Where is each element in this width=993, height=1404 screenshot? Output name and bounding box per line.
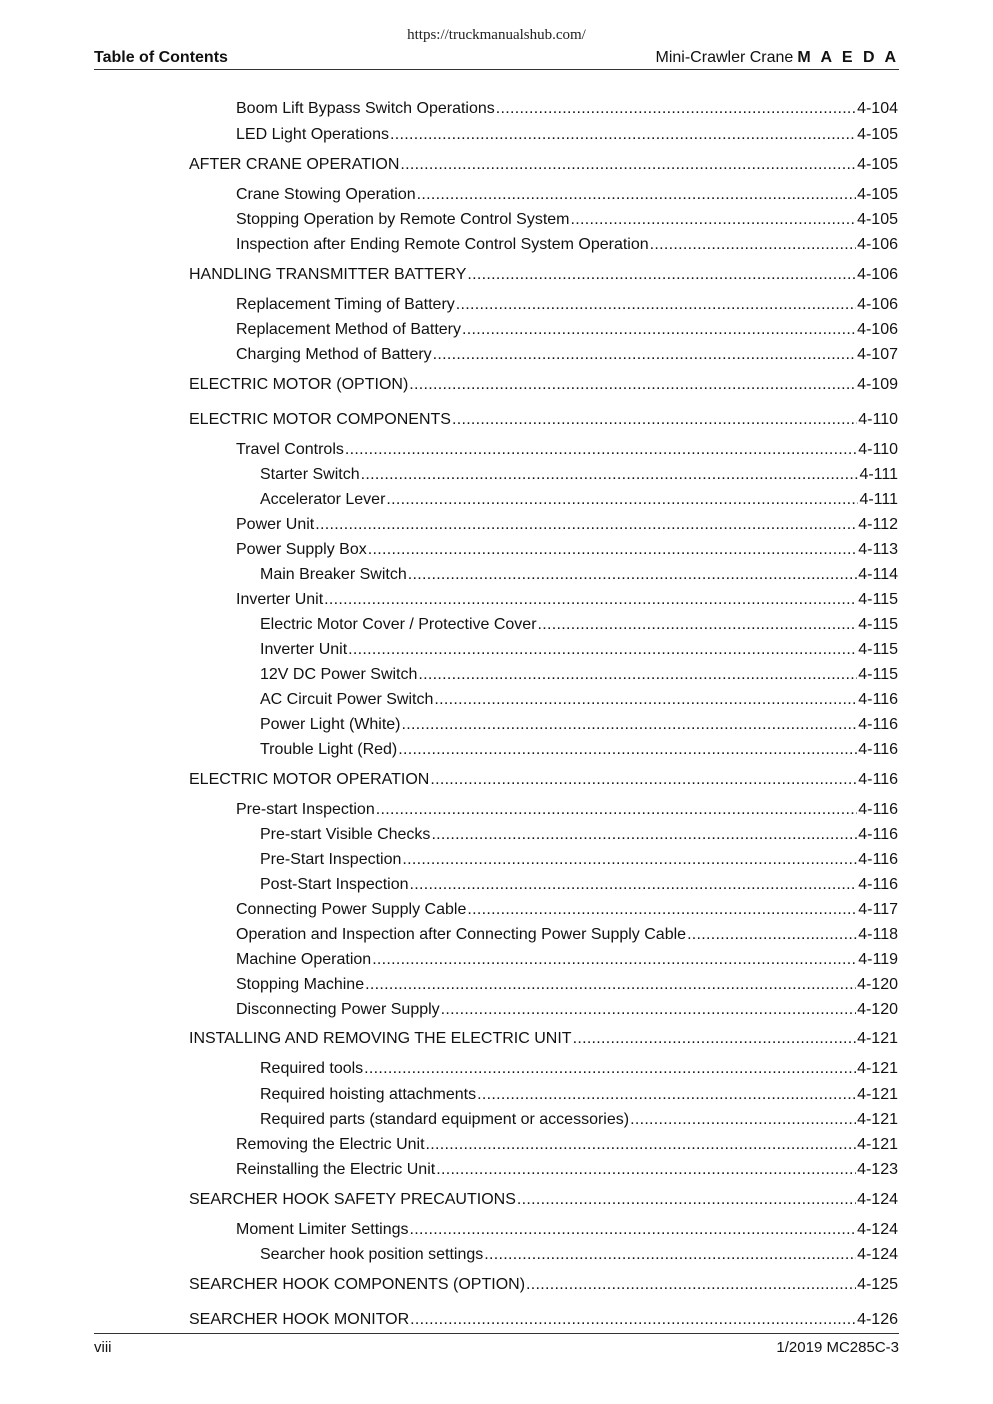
toc-entry-page: 4-116 (858, 771, 898, 788)
toc-dot-leader (538, 615, 858, 634)
toc-entry-page: 4-112 (858, 516, 898, 533)
toc-entry-title: Travel Controls (236, 441, 344, 458)
toc-dot-leader (400, 155, 856, 174)
toc-dot-leader (441, 1000, 856, 1019)
toc-entry[interactable] (260, 490, 898, 509)
toc-entry-page: 4-124 (857, 1191, 898, 1208)
toc-dot-leader (436, 1160, 856, 1179)
toc-entry-page: 4-116 (858, 851, 898, 868)
toc-entry[interactable] (236, 295, 898, 314)
toc-entry[interactable] (189, 265, 898, 284)
toc-entry-page: 4-116 (858, 826, 898, 843)
toc-dot-leader (650, 235, 856, 254)
toc-entry-page: 4-121 (857, 1136, 898, 1153)
toc-entry-page: 4-121 (857, 1060, 898, 1077)
toc-dot-leader (433, 345, 856, 364)
toc-entry-title: SEARCHER HOOK COMPONENTS (OPTION) (189, 1276, 526, 1293)
toc-entry-page: 4-116 (858, 691, 898, 708)
toc-entry-page: 4-116 (858, 716, 898, 733)
toc-entry-title: Stopping Operation by Remote Control System (236, 211, 570, 228)
toc-dot-leader (456, 295, 856, 314)
toc-entry[interactable] (236, 125, 898, 144)
toc-entry-page: 4-125 (857, 1276, 898, 1293)
toc-entry-page: 4-116 (858, 741, 898, 758)
toc-entry[interactable] (236, 1000, 898, 1019)
toc-dot-leader (315, 515, 857, 534)
toc-dot-leader (409, 375, 856, 394)
toc-entry-page: 4-106 (857, 266, 898, 283)
toc-dot-leader (408, 565, 858, 584)
toc-entry-page: 4-105 (857, 186, 898, 203)
toc-dot-leader (630, 1110, 856, 1129)
toc-entry-title: Replacement Timing of Battery (236, 296, 455, 313)
toc-entry-page: 4-105 (857, 126, 898, 143)
toc-dot-leader (348, 640, 857, 659)
toc-dot-leader (496, 99, 856, 118)
toc-entry[interactable] (260, 690, 898, 709)
toc-entry-title: Inspection after Ending Remote Control System Operation (236, 236, 649, 253)
toc-dot-leader (462, 320, 856, 339)
toc-entry-title: Stopping Machine (236, 976, 365, 993)
toc-dot-leader (526, 1275, 856, 1294)
page-header (94, 47, 899, 70)
toc-entry-title: Boom Lift Bypass Switch Operations (236, 100, 495, 117)
toc-entry[interactable] (236, 320, 898, 339)
toc-entry-title: Trouble Light (Red) (260, 741, 398, 758)
toc-entry[interactable] (236, 925, 898, 944)
toc-entry[interactable] (260, 1085, 898, 1104)
toc-dot-leader (430, 770, 857, 789)
toc-entry[interactable] (236, 99, 898, 118)
toc-entry-title: Post-Start Inspection (260, 876, 409, 893)
toc-entry[interactable] (260, 715, 898, 734)
toc-entry-page: 4-105 (857, 211, 898, 228)
toc-entry-title: AFTER CRANE OPERATION (189, 156, 400, 173)
toc-entry[interactable] (260, 640, 898, 659)
toc-entry[interactable] (236, 1135, 898, 1154)
toc-entry[interactable] (236, 440, 898, 459)
toc-entry-title: Power Supply Box (236, 541, 367, 558)
toc-entry[interactable] (189, 770, 898, 789)
toc-entry-title: Inverter Unit (236, 591, 324, 608)
toc-dot-leader (364, 1059, 856, 1078)
toc-entry-title: Required parts (standard equipment or accessories) (260, 1111, 630, 1128)
toc-dot-leader (372, 950, 857, 969)
toc-entry-page: 4-116 (858, 801, 898, 818)
toc-entry-page: 4-106 (857, 296, 898, 313)
toc-entry[interactable] (236, 345, 898, 364)
toc-entry-page: 4-123 (857, 1161, 898, 1178)
toc-entry[interactable] (189, 1190, 898, 1209)
toc-entry-page: 4-113 (858, 541, 898, 558)
toc-dot-leader (426, 1135, 857, 1154)
toc-dot-leader (390, 125, 856, 144)
toc-entry[interactable] (260, 565, 898, 584)
toc-entry[interactable] (260, 465, 898, 484)
toc-dot-leader (484, 1245, 856, 1264)
toc-entry-title: Replacement Method of Battery (236, 321, 462, 338)
source-url[interactable]: https://truckmanualshub.com/ (407, 27, 586, 43)
toc-entry[interactable] (189, 155, 898, 174)
toc-entry-page: 4-124 (857, 1221, 898, 1238)
toc-entry-title: Pre-Start Inspection (260, 851, 402, 868)
toc-entry-page: 4-115 (858, 591, 898, 608)
toc-entry[interactable] (189, 375, 898, 394)
toc-entry-page: 4-116 (858, 876, 898, 893)
toc-entry[interactable] (260, 850, 898, 869)
page-footer (94, 1333, 899, 1356)
toc-entry-page: 4-110 (858, 441, 898, 458)
toc-entry[interactable] (189, 410, 898, 429)
toc-dot-leader (571, 210, 857, 229)
toc-entry-title: Disconnecting Power Supply (236, 1001, 440, 1018)
toc-entry-page: 4-119 (858, 951, 898, 968)
toc-dot-leader (418, 665, 857, 684)
toc-entry-title: ELECTRIC MOTOR OPERATION (189, 771, 430, 788)
toc-entry-title: Searcher hook position settings (260, 1246, 484, 1263)
toc-entry-title: Main Breaker Switch (260, 566, 407, 583)
toc-entry-title: Charging Method of Battery (236, 346, 432, 363)
toc-dot-leader (324, 590, 857, 609)
toc-dot-leader (431, 825, 857, 844)
toc-entry-title: Reinstalling the Electric Unit (236, 1161, 436, 1178)
toc-dot-leader (402, 850, 857, 869)
toc-entry-title: Connecting Power Supply Cable (236, 901, 467, 918)
toc-entry[interactable] (236, 515, 898, 534)
toc-entry[interactable] (260, 825, 898, 844)
toc-dot-leader (402, 715, 858, 734)
toc-entry-title: Crane Stowing Operation (236, 186, 416, 203)
toc-entry-title: Power Light (White) (260, 716, 401, 733)
toc-entry-title: SEARCHER HOOK SAFETY PRECAUTIONS (189, 1191, 516, 1208)
toc-entry[interactable] (236, 1220, 898, 1239)
toc-entry[interactable] (236, 590, 898, 609)
toc-entry[interactable] (236, 235, 898, 254)
toc-dot-leader (410, 1220, 857, 1239)
toc-entry[interactable] (236, 950, 898, 969)
toc-dot-leader (517, 1190, 856, 1209)
toc-entry-title: INSTALLING AND REMOVING THE ELECTRIC UNIT (189, 1030, 572, 1047)
toc-entry-title: Power Unit (236, 516, 315, 533)
toc-entry[interactable] (260, 665, 898, 684)
toc-dot-leader (417, 185, 856, 204)
toc-entry-page: 4-107 (857, 346, 898, 363)
toc-entry-title: LED Light Operations (236, 126, 389, 143)
toc-entry-title: Required tools (260, 1060, 364, 1077)
toc-entry[interactable] (236, 185, 898, 204)
toc-entry[interactable] (236, 800, 898, 819)
toc-entry-page: 4-115 (858, 666, 898, 683)
footer-page-number: viii (94, 1339, 112, 1356)
toc-entry-page: 4-121 (857, 1086, 898, 1103)
toc-dot-leader (368, 540, 858, 559)
toc-entry[interactable] (260, 1059, 898, 1078)
toc-entry[interactable] (260, 740, 898, 759)
toc-dot-leader (365, 975, 856, 994)
toc-entry-title: Starter Switch (260, 466, 360, 483)
toc-entry-page: 4-109 (857, 376, 898, 393)
toc-entry-page: 4-120 (857, 976, 898, 993)
toc-dot-leader (477, 1085, 856, 1104)
toc-entry-page: 4-105 (857, 156, 898, 173)
toc-dot-leader (345, 440, 857, 459)
toc-entry-page: 4-110 (858, 411, 898, 428)
toc-entry[interactable] (236, 975, 898, 994)
toc-entry[interactable] (260, 615, 898, 634)
toc-entry-page: 4-124 (857, 1246, 898, 1263)
toc-entry[interactable] (260, 1245, 898, 1264)
toc-entry-title: Required hoisting attachments (260, 1086, 477, 1103)
header-brand: M A E D A (797, 49, 899, 66)
toc-dot-leader (386, 490, 858, 509)
toc-entry-page: 4-106 (857, 236, 898, 253)
toc-dot-leader (452, 410, 857, 429)
toc-entry-title: Inverter Unit (260, 641, 348, 658)
footer-doc-id: 1/2019 MC285C-3 (776, 1339, 899, 1356)
toc-entry-title: Moment Limiter Settings (236, 1221, 409, 1238)
toc-entry-title: 12V DC Power Switch (260, 666, 418, 683)
toc-entry[interactable] (236, 900, 898, 919)
toc-entry-title: ELECTRIC MOTOR COMPONENTS (189, 411, 451, 428)
toc-entry-page: 4-111 (859, 491, 898, 508)
toc-entry[interactable] (189, 1029, 898, 1048)
toc-entry[interactable] (189, 1310, 898, 1329)
toc-dot-leader (434, 690, 857, 709)
toc-entry-page: 4-115 (858, 641, 898, 658)
toc-dot-leader (687, 925, 857, 944)
toc-entry-page: 4-111 (859, 466, 898, 483)
header-product-name: Mini-Crawler Crane (655, 49, 794, 66)
toc-dot-leader (573, 1029, 857, 1048)
toc-entry[interactable] (236, 540, 898, 559)
toc-entry-page: 4-115 (858, 616, 898, 633)
toc-entry-title: Pre-start Visible Checks (260, 826, 431, 843)
header-product (656, 49, 899, 67)
toc-entry-page: 4-120 (857, 1001, 898, 1018)
toc-dot-leader (398, 740, 857, 759)
toc-entry-title: Electric Motor Cover / Protective Cover (260, 616, 537, 633)
toc-entry[interactable] (260, 875, 898, 894)
toc-dot-leader (376, 800, 858, 819)
toc-entry-page: 4-121 (857, 1111, 898, 1128)
toc-entry-title: HANDLING TRANSMITTER BATTERY (189, 266, 467, 283)
toc-dot-leader (410, 1310, 856, 1329)
toc-entry-page: 4-106 (857, 321, 898, 338)
toc-dot-leader (361, 465, 859, 484)
toc-entry-title: AC Circuit Power Switch (260, 691, 434, 708)
toc-entry-page: 4-114 (858, 566, 898, 583)
toc-entry-title: Operation and Inspection after Connecting Power Supply Cable (236, 926, 687, 943)
toc-entry-page: 4-121 (857, 1030, 898, 1047)
toc-entry-page: 4-117 (858, 901, 898, 918)
toc-entry[interactable] (236, 210, 898, 229)
toc-dot-leader (467, 265, 856, 284)
toc-dot-leader (410, 875, 858, 894)
toc-entry[interactable] (189, 1275, 898, 1294)
toc-dot-leader (467, 900, 857, 919)
toc-entry-page: 4-118 (858, 926, 898, 943)
toc-entry-page: 4-126 (857, 1311, 898, 1328)
toc-entry-title: Pre-start Inspection (236, 801, 375, 818)
toc-entry-page: 4-104 (857, 100, 898, 117)
toc-entry-title: ELECTRIC MOTOR (OPTION) (189, 376, 409, 393)
toc-entry-title: Machine Operation (236, 951, 372, 968)
toc-entry[interactable] (236, 1160, 898, 1179)
header-section-title: Table of Contents (94, 49, 228, 66)
toc-entry[interactable] (260, 1110, 898, 1129)
toc-entry-title: Removing the Electric Unit (236, 1136, 425, 1153)
toc-entry-title: Accelerator Lever (260, 491, 386, 508)
toc-entry-title: SEARCHER HOOK MONITOR (189, 1311, 410, 1328)
